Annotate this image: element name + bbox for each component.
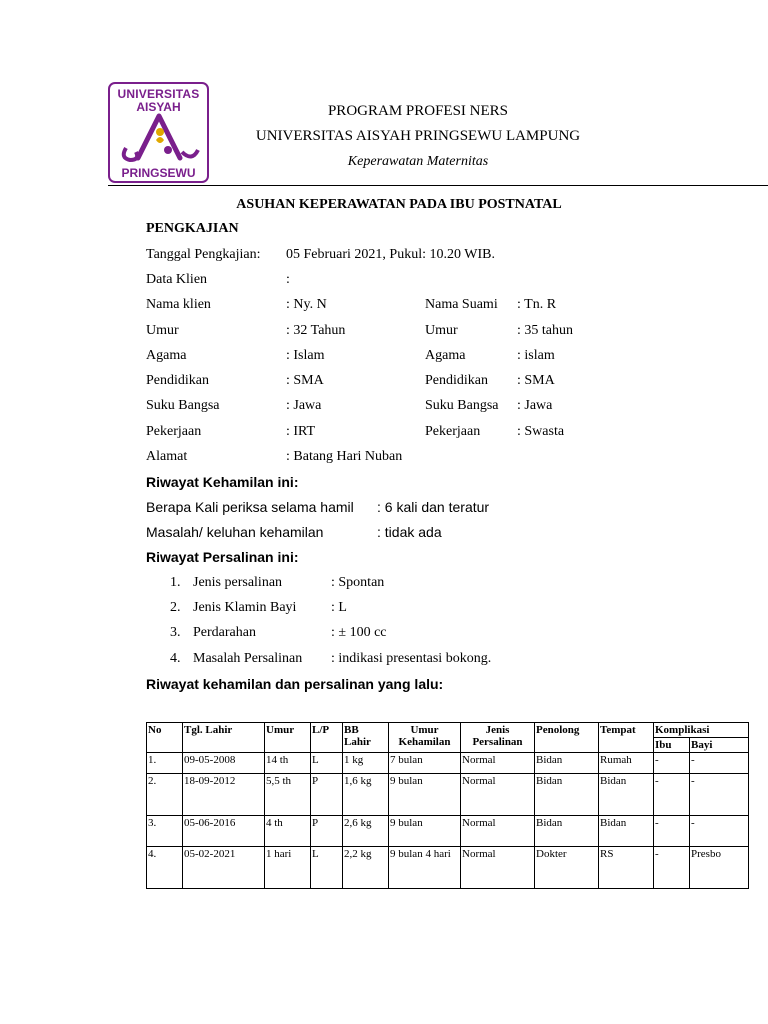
history-table [146, 722, 749, 889]
table-row [147, 774, 749, 816]
persalinan-label: Masalah Persalinan [193, 651, 303, 666]
cell-lp: L [311, 847, 343, 889]
cell-bayi: - [690, 774, 749, 816]
cell-penolong: Bidan [535, 774, 599, 816]
bb-line2: Lahir [344, 736, 371, 748]
field-value-spouse: : Jawa [517, 398, 553, 413]
cell-umur: 4 th [265, 816, 311, 847]
field-value: : IRT [286, 424, 316, 439]
field-label: Nama klien [146, 297, 211, 312]
section-heading-pengkajian: PENGKAJIAN [146, 221, 239, 236]
field-value: : 32 Tahun [286, 323, 346, 338]
persalinan-label: Jenis persalinan [193, 575, 283, 590]
cell-ibu: - [654, 774, 690, 816]
list-number: 2. [170, 600, 181, 615]
field-label: Pekerjaan [146, 424, 202, 439]
university-name: UNIVERSITAS AISYAH PRINGSEWU LAMPUNG [255, 128, 581, 144]
cell-jenis-persalinan: Normal [461, 847, 535, 889]
cell-tgl-lahir: 09-05-2008 [183, 753, 265, 774]
field-label-spouse: Pekerjaan [425, 424, 481, 439]
col-header-penolong: Penolong [535, 723, 599, 753]
cell-tempat: Bidan [599, 816, 654, 847]
field-value: : Ny. N [286, 297, 327, 312]
tanggal-value: 05 Februari 2021, Pukul: 10.20 WIB. [286, 247, 495, 262]
tanggal-label: Tanggal Pengkajian: [146, 247, 261, 262]
table-header-row [147, 723, 749, 738]
cell-jenis-persalinan: Normal [461, 774, 535, 816]
cell-lp: L [311, 753, 343, 774]
field-value: : Islam [286, 348, 325, 363]
col-header-tgl-lahir: Tgl. Lahir [183, 723, 265, 753]
cell-bb-lahir: 1 kg [343, 753, 389, 774]
col-header-jenis-persalinan [461, 723, 535, 753]
cell-umur: 5,5 th [265, 774, 311, 816]
persalinan-value: : ± 100 cc [331, 625, 387, 640]
cell-ibu: - [654, 816, 690, 847]
col-header-lp: L/P [311, 723, 343, 753]
cell-no: 3. [147, 816, 183, 847]
cell-tgl-lahir: 18-09-2012 [183, 774, 265, 816]
logo-text-middle: AISYAH [136, 100, 181, 114]
col-header-bayi: Bayi [690, 738, 749, 753]
table-row [147, 847, 749, 889]
field-value-spouse: : Swasta [517, 424, 565, 439]
logo-text-top: UNIVERSITAS [117, 87, 200, 101]
list-number: 1. [170, 575, 181, 590]
logo-text-bottom: PRINGSEWU [121, 166, 196, 180]
col-header-umur-kehamilan [389, 723, 461, 753]
cell-bb-lahir: 2,6 kg [343, 816, 389, 847]
field-label: Agama [146, 348, 187, 363]
cell-penolong: Bidan [535, 816, 599, 847]
table-row [147, 816, 749, 847]
field-value-spouse: : Tn. R [517, 297, 557, 312]
cell-jenis-persalinan: Normal [461, 753, 535, 774]
field-label: Pendidikan [146, 373, 209, 388]
field-value-spouse: : islam [517, 348, 555, 363]
persalinan-value: : Spontan [331, 575, 385, 590]
cell-no: 1. [147, 753, 183, 774]
col-header-umur: Umur [265, 723, 311, 753]
cell-tempat: Bidan [599, 774, 654, 816]
table-row [147, 753, 749, 774]
persalinan-value: : L [331, 600, 347, 615]
document-title: ASUHAN KEPERAWATAN PADA IBU POSTNATAL [236, 197, 562, 212]
persalinan-label: Jenis Klamin Bayi [193, 600, 297, 615]
cell-no: 4. [147, 847, 183, 889]
cell-bb-lahir: 2,2 kg [343, 847, 389, 889]
cell-tgl-lahir: 05-02-2021 [183, 847, 265, 889]
riwayat-kehamilan-label: Masalah/ keluhan kehamilan [146, 524, 324, 540]
cell-bayi: Presbo [690, 847, 749, 889]
cell-umur-kehamilan: 9 bulan [389, 816, 461, 847]
field-value-spouse: : 35 tahun [517, 323, 573, 338]
col-header-ibu: Ibu [654, 738, 690, 753]
cell-umur: 14 th [265, 753, 311, 774]
riwayat-kehamilan-value: : tidak ada [377, 524, 442, 540]
col-header-bb-lahir [343, 723, 389, 753]
uk-line2: Kehamilan [398, 736, 451, 748]
section-heading-riwayat-lalu: Riwayat kehamilan dan persalinan yang lalu: [146, 676, 444, 692]
col-header-komplikasi: Komplikasi [654, 723, 749, 738]
cell-umur-kehamilan: 9 bulan [389, 774, 461, 816]
uk-line1: Umur [410, 724, 439, 736]
field-label-spouse: Nama Suami [425, 297, 498, 312]
bb-line1: BB [344, 724, 359, 736]
cell-ibu: - [654, 847, 690, 889]
list-number: 3. [170, 625, 181, 640]
cell-umur-kehamilan: 7 bulan [389, 753, 461, 774]
persalinan-label: Perdarahan [193, 625, 256, 640]
field-label-spouse: Agama [425, 348, 466, 363]
cell-ibu: - [654, 753, 690, 774]
jp-line1: Jenis [485, 724, 510, 736]
col-header-tempat: Tempat [599, 723, 654, 753]
field-label: Suku Bangsa [146, 398, 220, 413]
section-heading-riwayat-kehamilan: Riwayat Kehamilan ini: [146, 474, 299, 490]
col-header-no: No [147, 723, 183, 753]
header-divider [108, 185, 768, 186]
riwayat-kehamilan-label: Berapa Kali periksa selama hamil [146, 499, 354, 515]
cell-jenis-persalinan: Normal [461, 816, 535, 847]
riwayat-kehamilan-value: : 6 kali dan teratur [377, 499, 490, 515]
data-klien-value: : [286, 272, 290, 287]
field-value-spouse: : SMA [517, 373, 555, 388]
cell-tempat: Rumah [599, 753, 654, 774]
cell-tempat: RS [599, 847, 654, 889]
cell-lp: P [311, 774, 343, 816]
cell-bayi: - [690, 816, 749, 847]
jp-line2: Persalinan [472, 736, 523, 748]
field-value: : Jawa [286, 398, 322, 413]
field-label-spouse: Pendidikan [425, 373, 488, 388]
cell-tgl-lahir: 05-06-2016 [183, 816, 265, 847]
field-label-spouse: Suku Bangsa [425, 398, 499, 413]
section-heading-riwayat-persalinan: Riwayat Persalinan ini: [146, 549, 299, 565]
field-label: Umur [146, 323, 179, 338]
cell-lp: P [311, 816, 343, 847]
cell-bb-lahir: 1,6 kg [343, 774, 389, 816]
cell-penolong: Dokter [535, 847, 599, 889]
cell-umur-kehamilan: 9 bulan 4 hari [389, 847, 461, 889]
department-name: Keperawatan Maternitas [347, 154, 489, 169]
field-value: : SMA [286, 373, 324, 388]
data-klien-label: Data Klien [146, 272, 208, 287]
alamat-value: : Batang Hari Nuban [286, 449, 403, 464]
cell-no: 2. [147, 774, 183, 816]
list-number: 4. [170, 651, 181, 666]
cell-penolong: Bidan [535, 753, 599, 774]
cell-umur: 1 hari [265, 847, 311, 889]
field-label-spouse: Umur [425, 323, 458, 338]
persalinan-value: : indikasi presentasi bokong. [331, 651, 492, 666]
cell-bayi: - [690, 753, 749, 774]
program-title: PROGRAM PROFESI NERS [327, 103, 509, 119]
alamat-label: Alamat [146, 449, 188, 464]
